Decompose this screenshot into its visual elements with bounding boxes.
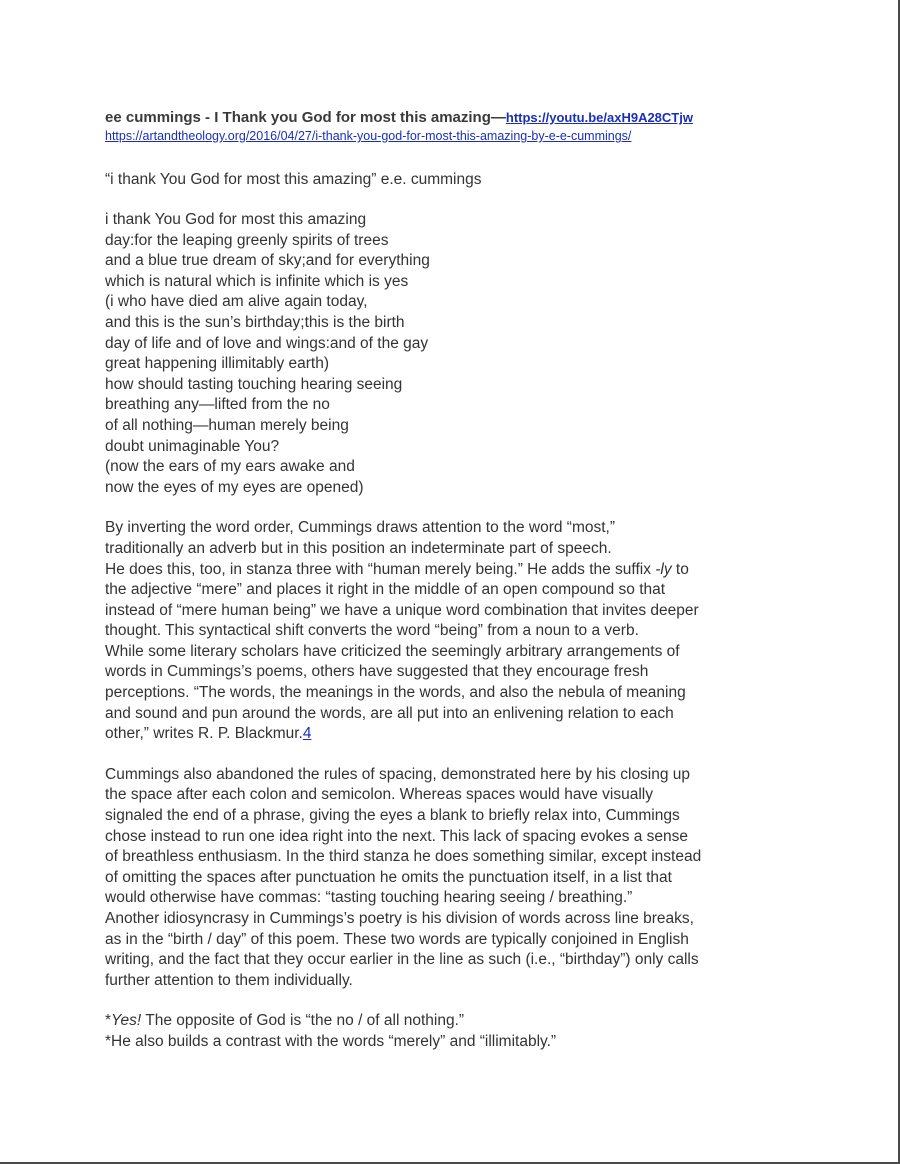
paragraph-line: and sound and pun around the words, are all put into an enlivening relation to each <box>105 704 674 722</box>
note-text: The opposite of God is “the no / of all nothing.” <box>141 1012 465 1030</box>
poem-line: great happening illimitably earth) <box>105 355 330 373</box>
commentary-paragraph-1 <box>105 518 805 745</box>
paragraph-line: perceptions. “The words, the meanings in the words, and also the nebula of meaning <box>105 684 686 702</box>
paragraph-line: the space after each colon and semicolon. Whereas spaces would have visually <box>105 786 653 804</box>
poem-heading: “i thank You God for most this amazing” e.e. cummings <box>105 171 482 188</box>
notes <box>105 1011 805 1052</box>
note-emphasis: Yes! <box>111 1012 142 1030</box>
youtube-link[interactable]: https://youtu.be/axH9A28CTjw <box>505 110 693 125</box>
paragraph-line: chose instead to run one idea right into the next. This lack of spacing evokes a sense <box>105 827 689 845</box>
paragraph-line: the adjective “mere” and places it right in the middle of an open compound so that <box>105 581 666 599</box>
paragraph-line: writing, and the fact that they occur earlier in the line as such (i.e., “birthday”) only calls <box>105 951 699 969</box>
paragraph-line: would otherwise have commas: “tasting touching hearing seeing / breathing.” <box>105 889 633 907</box>
document-title <box>105 108 805 128</box>
poem-line: day of life and of love and wings:and of the gay <box>105 334 429 352</box>
commentary-paragraph-2 <box>105 765 805 992</box>
paragraph-line <box>105 724 805 745</box>
paragraph-line: Cummings also abandoned the rules of spacing, demonstrated here by his closing up <box>105 765 691 783</box>
paragraph-line-text: other,” writes R. P. Blackmur. <box>105 725 303 743</box>
poem-line: and a blue true dream of sky;and for everything <box>105 252 430 270</box>
poem-line: doubt unimaginable You? <box>105 437 280 455</box>
paragraph-line: signaled the end of a phrase, giving the eyes a blank to briefly relax into, Cummings <box>105 807 680 825</box>
suffix-ly: -ly <box>655 560 672 578</box>
paragraph-line: thought. This syntactical shift converts the word “being” from a noun to a verb. <box>105 622 639 640</box>
paragraph-line: Another idiosyncrasy in Cummings’s poetry is his division of words across line breaks, <box>105 910 694 927</box>
paragraph-line: instead of “mere human being” we have a unique word combination that invites deeper <box>105 601 699 619</box>
poem-line: breathing any—lifted from the no <box>105 396 330 414</box>
note-1 <box>105 1011 805 1032</box>
poem-line: now the eyes of my eyes are opened) <box>105 478 364 496</box>
paragraph-line-text: to <box>671 560 689 578</box>
title-text: ee cummings - I Thank you God for most this amazing— <box>105 109 506 126</box>
paragraph-line: as in the “birth / day” of this poem. These two words are typically conjoined in English <box>105 930 689 948</box>
paragraph-line: By inverting the word order, Cummings draws attention to the word “most,” <box>105 519 615 537</box>
paragraph-line: words in Cummings’s poems, others have suggested that they encourage fresh <box>105 663 649 681</box>
note-marker: * <box>105 1012 112 1030</box>
paragraph-line: further attention to them individually. <box>105 971 353 989</box>
poem <box>105 210 805 498</box>
paragraph-line <box>105 560 805 581</box>
paragraph-line: traditionally an adverb but in this position an indeterminate part of speech. <box>105 539 612 557</box>
poem-line: how should tasting touching hearing seeing <box>105 375 403 393</box>
article-link[interactable]: https://artandtheology.org/2016/04/27/i-thank-you-god-for-most-this-amazing-by-e-e-cummings/ <box>105 129 632 143</box>
note-2: *He also builds a contrast with the words “merely” and “illimitably.” <box>105 1032 557 1050</box>
poem-line: i thank You God for most this amazing <box>105 211 367 228</box>
document-content <box>105 108 805 1053</box>
footnote-link[interactable]: 4 <box>302 725 312 743</box>
poem-line: which is natural which is infinite which is yes <box>105 272 409 290</box>
poem-line: of all nothing—human merely being <box>105 416 349 434</box>
poem-line: day:for the leaping greenly spirits of trees <box>105 231 389 249</box>
poem-line: and this is the sun’s birthday;this is the birth <box>105 313 405 331</box>
poem-line: (i who have died am alive again today, <box>105 293 368 311</box>
paragraph-line-text: He does this, too, in stanza three with “human merely being.” He adds the suffix <box>105 560 656 578</box>
paragraph-line: While some literary scholars have criticized the seemingly arbitrary arrangements of <box>105 642 680 660</box>
paragraph-line: of breathless enthusiasm. In the third stanza he does something similar, except instead <box>105 848 702 866</box>
poem-line: (now the ears of my ears awake and <box>105 458 355 476</box>
paragraph-line: of omitting the spaces after punctuation he omits the punctuation itself, in a list that <box>105 868 672 886</box>
